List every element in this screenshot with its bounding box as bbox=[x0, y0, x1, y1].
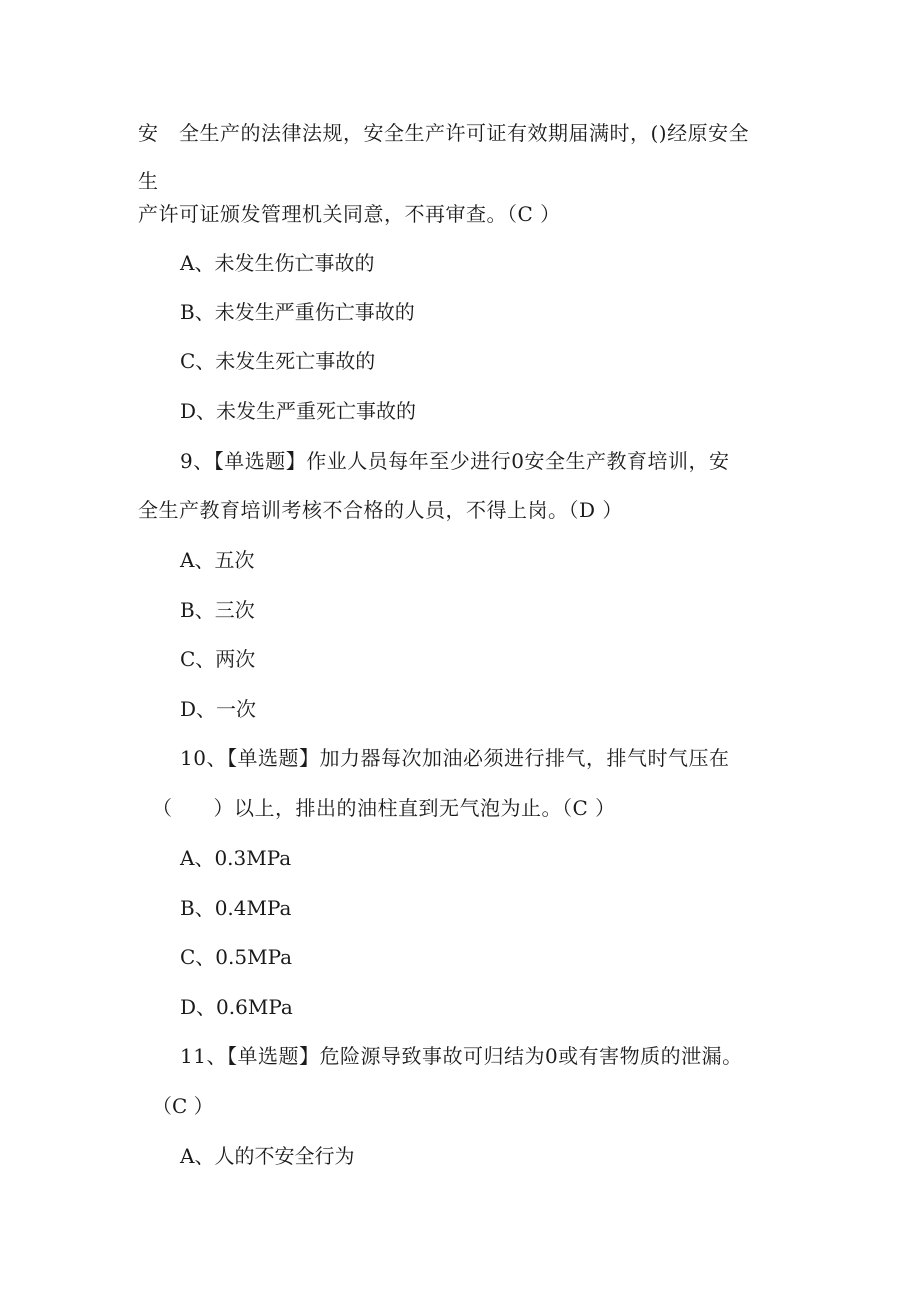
q11-stem-line2: （C ） bbox=[152, 1094, 214, 1118]
q9-option-b: B、三次 bbox=[180, 598, 255, 622]
q9-option-d: D、一次 bbox=[180, 697, 257, 721]
q8-stem-line2: 生 bbox=[138, 169, 158, 193]
q8-option-b: B、未发生严重伤亡事故的 bbox=[180, 300, 415, 324]
q8-stem-line3: 产许可证颁发管理机关同意，不再审查。（C ） bbox=[138, 202, 561, 226]
q9-option-a: A、五次 bbox=[180, 548, 255, 572]
q8-option-a: A、未发生伤亡事故的 bbox=[180, 251, 375, 275]
q10-option-a: A、0.3MPa bbox=[180, 846, 292, 870]
q10-stem-line1: 10、【单选题】加力器每次加油必须进行排气，排气时气压在 bbox=[180, 746, 730, 770]
q8-option-d: D、未发生严重死亡事故的 bbox=[180, 399, 417, 423]
q10-stem-line2: （ ）以上，排出的油柱直到无气泡为止。（C ） bbox=[152, 796, 616, 820]
q11-option-a: A、人的不安全行为 bbox=[180, 1144, 355, 1168]
q10-option-d: D、0.6MPa bbox=[180, 995, 293, 1019]
q10-option-c: C、0.5MPa bbox=[180, 945, 293, 969]
q9-option-c: C、两次 bbox=[180, 647, 256, 671]
q11-stem-line1: 11、【单选题】危险源导致事故可归结为0或有害物质的泄漏。 bbox=[180, 1044, 743, 1068]
q9-stem-line1: 9、【单选题】作业人员每年至少进行0安全生产教育培训，安 bbox=[180, 449, 730, 473]
q9-stem-line2: 全生产教育培训考核不合格的人员，不得上岗。（D ） bbox=[138, 498, 623, 522]
q8-stem-line1: 安 全生产的法律法规，安全生产许可证有效期届满时，()经原安全 bbox=[138, 121, 750, 145]
q8-option-c: C、未发生死亡事故的 bbox=[180, 349, 376, 373]
q10-option-b: B、0.4MPa bbox=[180, 896, 292, 920]
